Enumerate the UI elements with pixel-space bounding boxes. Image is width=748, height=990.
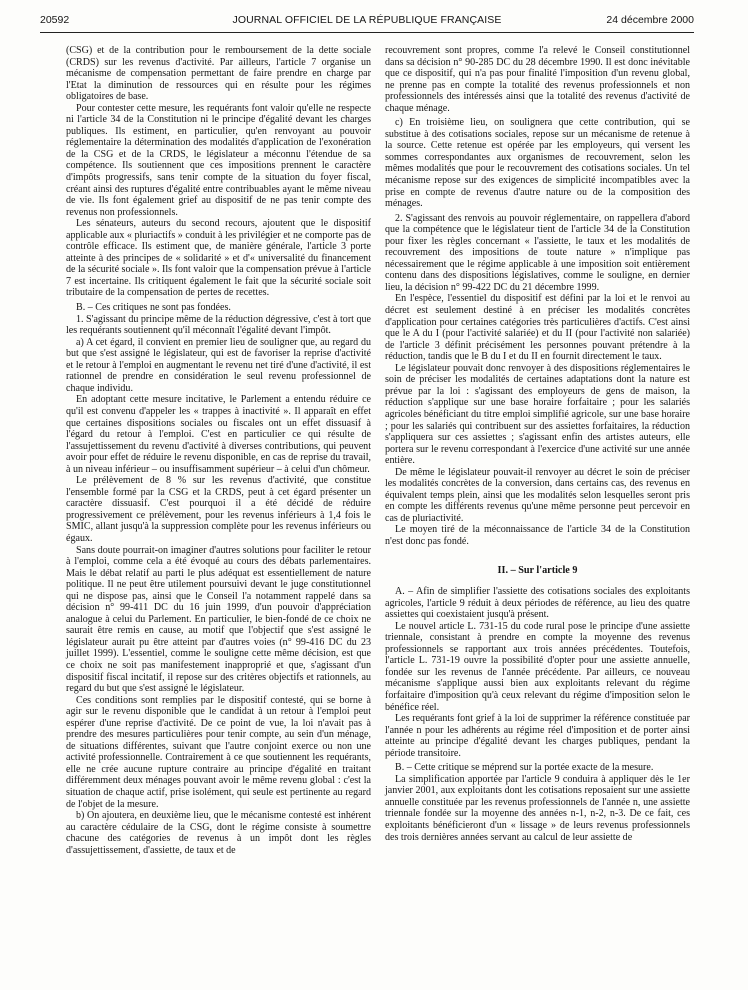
paragraph: b) On ajoutera, en deuxième lieu, que le mécanisme contesté est inhérent au caractère cédulaire de la CSG, dont le régime consiste à soumettre chacune des catégories de revenus à un impôt dont les règles d'assujettissement, d'assiette, de taux et de	[66, 810, 371, 856]
paragraph: Sans doute pourrait-on imaginer d'autres solutions pour faciliter le retour à l'emploi, comme cela a été évoqué au cours des débats parlementaires. Mais le débat relatif au parti le plus adéquat est essentiellement de nature politique. Il ne peut être utilement poursuivi devant le juge constitutionnel qui ne dispose pas, ainsi que le Conseil l'a notamment rappelé dans sa décision n° 99-411 DC du 16 juin 1999, d'un pouvoir d'appréciation analogue à celui du Parlement. En particulier, le bien-fondé de ce choix ne saurait être remis en cause, au motif que l'objectif que s'est assigné le législateur aurait pu être atteint par d'autres voies (n° 99-416 DC du 23 juillet 1999). L'essentiel, comme le souligne cette même décision, est que ce choix ne soit pas manifestement inapproprié et que, s'agissant d'un dispositif fiscal incitatif, il repose sur des critères objectifs et rationnels, au regard du but que s'est assigné le législateur.	[66, 544, 371, 695]
paragraph: Le législateur pouvait donc renvoyer à des dispositions réglementaires le soin de préciser les modalités de certaines adaptations dont la nature est prévue par la loi : s'agissant des employeurs de gens de maison, la réduction s'applique sur une base horaire forfaitaire ; pour les salariés agricoles bénéficiant du titre emploi simplifié agricole, sur une base horaire ; pour les salariés qui contribuent sur des assiettes forfaitaires, la réduction s'appliquera sur ces assiettes ; s'agissant enfin des artistes auteurs, elle portera sur le revenu correspondant à l'exercice d'une activité sur une année entière.	[385, 362, 690, 467]
section-heading: II. – Sur l'article 9	[497, 564, 578, 576]
paragraph: 2. S'agissant des renvois au pouvoir réglementaire, on rappellera d'abord que la compétence que le législateur tient de l'article 34 de la Constitution pour fixer les règles concernant « l'assiette, le taux et les modalités de recouvrement des impositions de toute nature » n'implique pas nécessairement que le régime applicable à une imposition soit entièrement contenu dans des dispositions législatives, comme le souligne, en dernier lieu, la décision n° 99-422 DC du 21 décembre 1999.	[385, 212, 690, 293]
header-rule	[40, 32, 694, 33]
paragraph: Ces conditions sont remplies par le dispositif contesté, qui se borne à agir sur le revenu disponible que le candidat à un retour à l'emploi peut espérer d'une reprise d'activité. De ce point de vue, la loi n'avait pas à prendre des mesures particulières pour tenir compte, au sein d'un ménage, de situations différentes, suivant que l'autre conjoint exerce ou non une activité professionnelle. Contrairement à ce que soutiennent les requérants, elle ne crée aucune rupture contraire au principe d'égalité en traitant différemment deux ménages pouvant avoir le même revenu global : c'est la situation de chaque actif, prise isolément, qui seule est pertinente au regard de l'objet de la mesure.	[66, 694, 371, 810]
paragraph: c) En troisième lieu, on soulignera que cette contribution, qui se substitue à des cotisations sociales, repose sur un mécanisme de retenue à la source. Cette retenue est opérée par les employeurs, qui versent les sommes correspondantes aux organismes de recouvrement, selon les mêmes modalités que pour le recouvrement des cotisations sociales. Un tel mécanisme repose sur des exigences de simplicité incompatibles avec la prise en compte de revenus d'autre nature ou de la composition des ménages.	[385, 117, 690, 210]
paragraph: En adoptant cette mesure incitative, le Parlement a entendu réduire ce qu'il est convenu d'appeler les « trappes à inactivité ». Il apparaît en effet que certaines dispositions sociales ou fiscales ont un effet dissuasif à l'égard du retour à l'emploi. C'est en particulier ce qui résulte de l'assujettissement du revenu d'activité à diverses contributions, qui peuvent avoir pour effet de réduire le revenu disponible, en cas de reprise du travail, à un niveau inférieur – ou insuffisamment supérieur – à celui d'un chômeur.	[66, 394, 371, 475]
paragraph: Les requérants font grief à la loi de supprimer la référence constituée par l'année n pour les adhérents au régime réel d'imposition et de porter ainsi atteinte au principe d'égalité devant les charges publiques, pendant la période transitoire.	[385, 713, 690, 759]
paragraph: B. – Ces critiques ne sont pas fondées.	[76, 302, 231, 314]
left-column	[66, 45, 371, 856]
page-number: 20592	[40, 14, 70, 26]
issue-date: 24 décembre 2000	[606, 14, 694, 26]
paragraph: Les sénateurs, auteurs du second recours, ajoutent que le dispositif applicable aux « pluriactifs » conduit à les privilégier et ne comporte pas de contrôle efficace. Ils estiment que, de manière générale, l'article 3 porte atteinte à des principes de « solidarité » et d'« universalité du financement de la sécurité sociale ». Ils font valoir que la compensation prévue à l'article 7 est incertaine. Ils critiquent également le fait que la sécurité sociale soit tributaire de la compensation de pertes de recettes.	[66, 218, 371, 299]
paragraph: Le prélèvement de 8 % sur les revenus d'activité, que constitue l'ensemble formé par la CSG et la CRDS, peut à cet égard présenter un caractère dissuasif. C'est pourquoi il a été décidé de réduire progressivement ce prélèvement, pour les revenus inférieurs à 1,4 fois le SMIC, allant jusqu'à la suppression complète pour les revenus inférieurs ou égaux.	[66, 475, 371, 544]
paragraph: a) A cet égard, il convient en premier lieu de souligner que, au regard du but que s'est assigné le législateur, qui est de favoriser la reprise d'activité et le retour à l'emploi en augmentant le revenu net tiré d'une d'activité, il est rationnel de prendre en considération le seul revenu professionnel de chaque individu.	[66, 336, 371, 394]
paragraph: En l'espèce, l'essentiel du dispositif est défini par la loi et le renvoi au décret est seulement destiné à en préciser les modalités concrètes d'application pour certaines catégories très particulières d'actifs. C'est ainsi que le A du I (pour l'activité salariée) et du II (pour l'activité non salariée) de l'article 3 définit précisément les personnes pouvant prétendre à la réduction, tandis que le B du I et du II en fournit directement le taux.	[385, 293, 690, 363]
paragraph: Le nouvel article L. 731-15 du code rural pose le principe d'une assiette triennale, consistant à prendre en compte la moyenne des revenus professionnels se rapportant aux trois années précédentes. Toutefois, l'article L. 731-19 ouvre la possibilité d'opter pour une assiette annuelle, fondée sur les revenus de l'année précédente. Par ailleurs, ce nouveau mécanisme s'applique aussi bien aux exploitants relevant du régime forfaitaire d'imposition qu'à ceux relevant du régime d'imposition selon le bénéfice réel.	[385, 620, 690, 713]
paragraph: 1. S'agissant du principe même de la réduction dégressive, c'est à tort que les requérants soutiennent qu'il méconnaît l'égalité devant l'impôt.	[66, 313, 371, 337]
paragraph: La simplification apportée par l'article 9 conduira à appliquer dès le 1er janvier 2001, aux exploitants dont les cotisations reposaient sur une assiette annuelle constituée par les revenus professionnels de l'année n, une assiette triennale fondée sur la moyenne des années n-1, n-2, n-3. De ce fait, ces exploitants bénéficieront d'un « lissage » de leurs revenus professionnels des trois dernières années servant au calcul de leur assiette de	[385, 773, 690, 843]
journal-title: JOURNAL OFFICIEL DE LA RÉPUBLIQUE FRANÇAISE	[232, 14, 502, 26]
paragraph: De même le législateur pouvait-il renvoyer au décret le soin de préciser les modalités concrètes de la conversion, dans certains cas, des revenus en équivalent temps plein, ainsi que les modalités selon lesquelles seront pris en compte les différents revenus qu'une même personne peut percevoir en cas de pluriactivité.	[385, 466, 690, 524]
paragraph: B. – Cette critique se méprend sur la portée exacte de la mesure.	[395, 762, 654, 774]
page-header	[40, 14, 694, 30]
paragraph: Le moyen tiré de la méconnaissance de l'article 34 de la Constitution n'est donc pas fondé.	[385, 524, 690, 547]
paragraph: Pour contester cette mesure, les requérants font valoir qu'elle ne respecte ni l'article 34 de la Constitution ni le principe d'égalité devant les charges publiques. Ils estiment, en particulier, qu'en renvoyant au pouvoir réglementaire la détermination des modalités d'application de l'exonération de la CSG et de la CRDS, le législateur a méconnu l'étendue de sa compétence. Ils soutiennent que ces impositions prennent le caractère d'impôts progressifs, sans tenir compte de la situation du foyer fiscal, créant ainsi des ruptures d'égalité entre contribuables ayant le même niveau de vie. Ils font également grief au dispositif de ne pas tenir compte des revenus non professionnels.	[66, 102, 371, 218]
paragraph: recouvrement sont propres, comme l'a relevé le Conseil constitutionnel dans sa décision n° 90-285 DC du 28 décembre 1990. Il est donc inévitable que ce dispositif, qui n'a pas pour finalité l'imposition d'un revenu global, ne prenne pas en compte la totalité des revenus professionnels et non professionnels des intéressés ainsi que la totalité des revenus d'activité de chaque ménage.	[385, 45, 690, 114]
paragraph: A. – Afin de simplifier l'assiette des cotisations sociales des exploitants agricoles, l'article 9 réduit à deux périodes de référence, au lieu des quatre assiettes qui coexistaient jusqu'à présent.	[385, 586, 690, 621]
right-column	[385, 45, 690, 843]
paragraph: (CSG) et de la contribution pour le remboursement de la dette sociale (CRDS) sur les revenus d'activité. Par ailleurs, l'article 7 organise un mécanisme de compensation permettant de faire prendre en charge par l'Etat la diminution de ressources qui en résulte pour les régimes obligatoires de base.	[66, 45, 371, 103]
